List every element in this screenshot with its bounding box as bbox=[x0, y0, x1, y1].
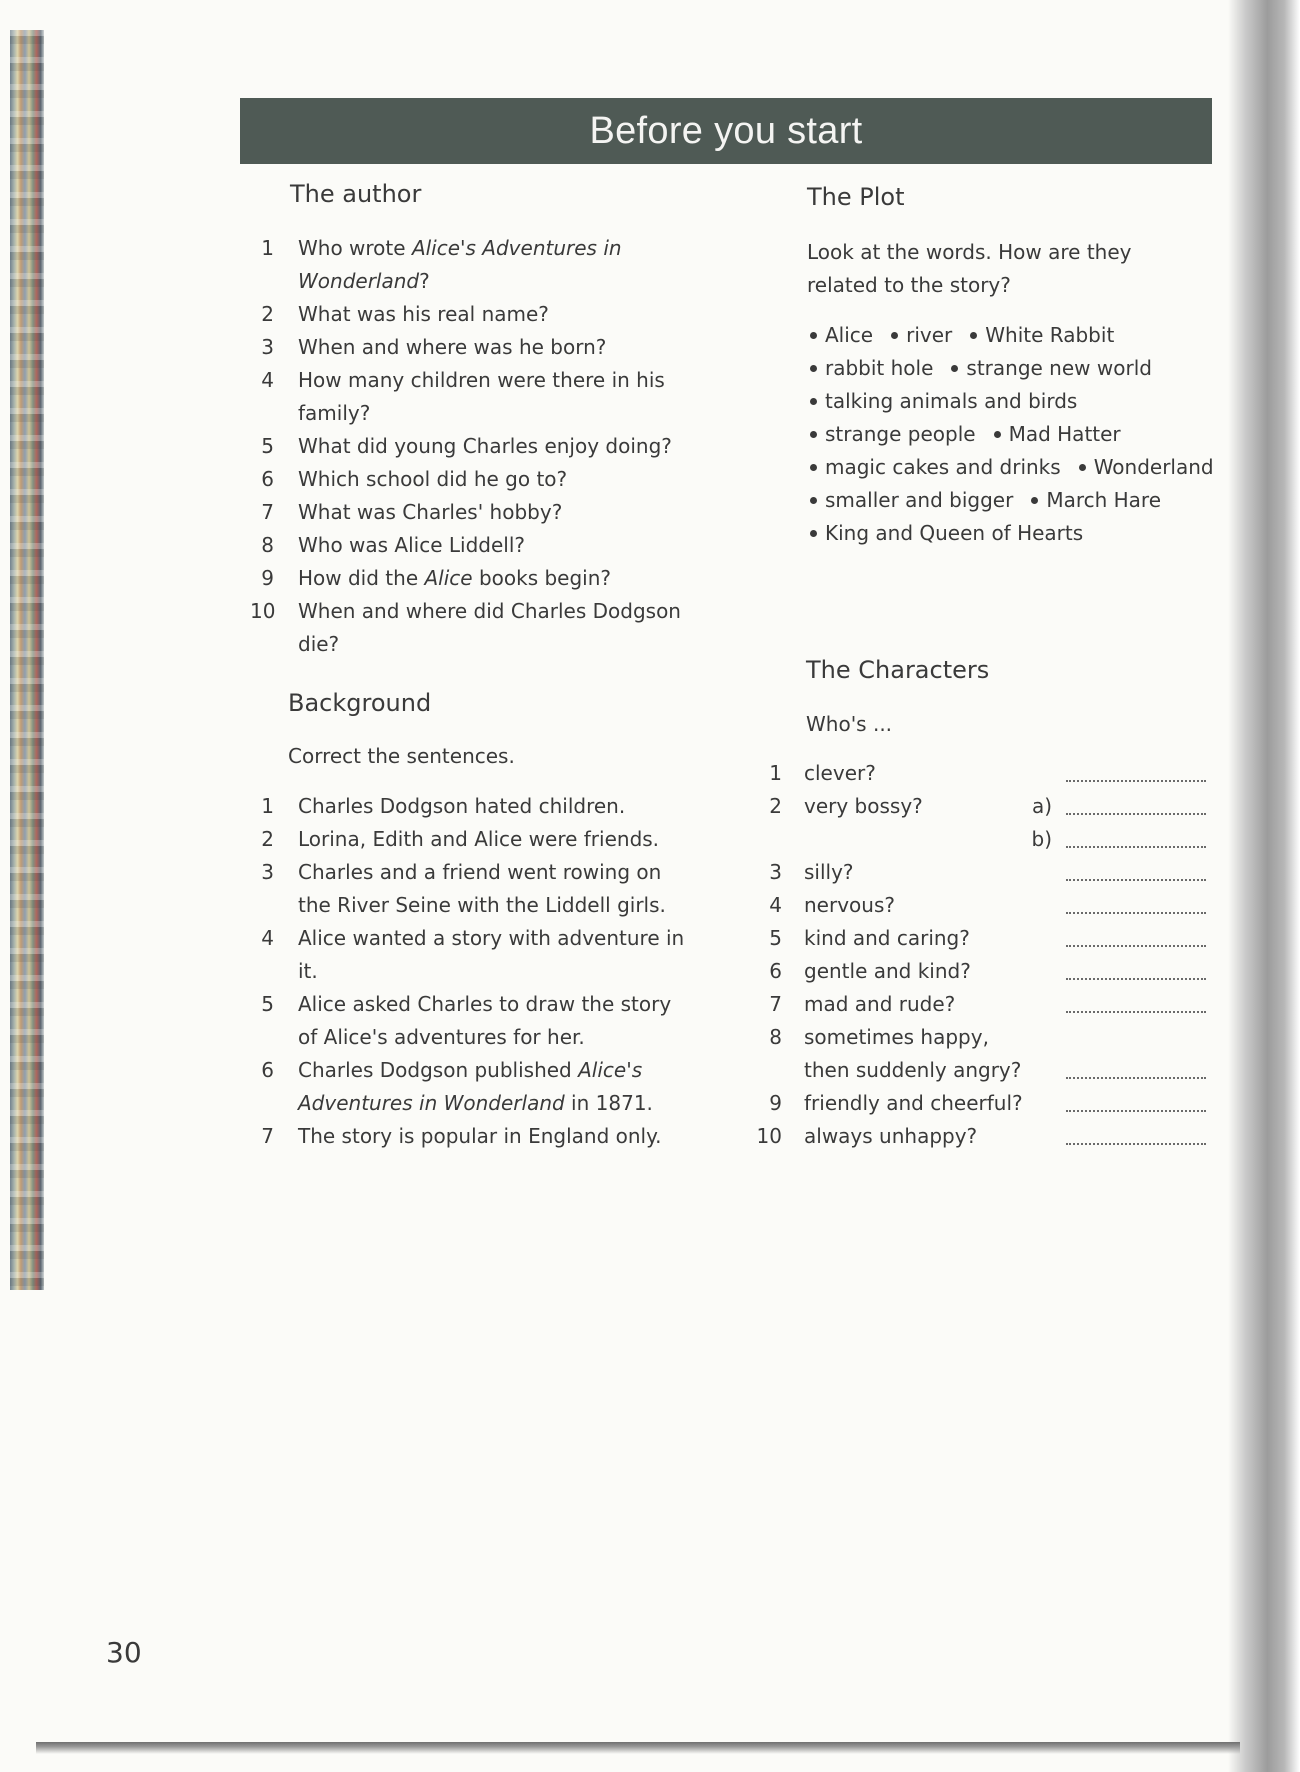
plot-word-row bbox=[810, 418, 1232, 451]
author-question-number: 2 bbox=[261, 302, 274, 326]
character-question-number: 4 bbox=[769, 893, 782, 917]
plot-word: talking animals and birds bbox=[810, 389, 1077, 413]
plot-word-row bbox=[810, 385, 1232, 418]
character-question bbox=[756, 988, 1206, 1021]
character-question-number: 8 bbox=[769, 1025, 782, 1049]
bullet-icon bbox=[810, 530, 817, 537]
plot-word: magic cakes and drinks bbox=[810, 455, 1061, 479]
author-question-item bbox=[250, 364, 690, 430]
answer-blank[interactable] bbox=[1066, 911, 1206, 914]
background-sentence-text: Charles Dodgson hated children. bbox=[298, 794, 626, 818]
bullet-icon bbox=[810, 431, 817, 438]
page-number: 30 bbox=[106, 1636, 142, 1669]
plot-word: Alice bbox=[810, 323, 873, 347]
background-sentence-text: The story is popular in England only. bbox=[298, 1124, 662, 1148]
answer-blank[interactable] bbox=[1066, 944, 1206, 947]
author-heading: The author bbox=[290, 180, 422, 208]
background-instruction: Correct the sentences. bbox=[288, 744, 515, 768]
plot-heading: The Plot bbox=[807, 183, 905, 211]
author-question-item bbox=[250, 529, 690, 562]
author-question-item bbox=[250, 298, 690, 331]
background-sentence-number: 3 bbox=[261, 860, 274, 884]
background-sentence-number: 2 bbox=[261, 827, 274, 851]
character-question-number: 3 bbox=[769, 860, 782, 884]
bullet-icon bbox=[810, 365, 817, 372]
background-sentence-number: 7 bbox=[261, 1124, 274, 1148]
bullet-icon bbox=[810, 464, 817, 471]
character-question bbox=[756, 823, 1206, 856]
background-sentence-number: 6 bbox=[261, 1058, 274, 1082]
character-question bbox=[756, 955, 1206, 988]
answer-blank[interactable] bbox=[1066, 812, 1206, 815]
answer-blank[interactable] bbox=[1066, 1076, 1206, 1079]
background-sentences-list bbox=[250, 790, 690, 1153]
plot-word-row bbox=[810, 451, 1232, 484]
author-question-number: 5 bbox=[261, 434, 274, 458]
background-sentence-item bbox=[250, 922, 690, 988]
character-question-number: 5 bbox=[769, 926, 782, 950]
author-question-number: 10 bbox=[250, 599, 276, 623]
author-question-number: 1 bbox=[261, 236, 274, 260]
answer-blank[interactable] bbox=[1066, 845, 1206, 848]
character-question-number: 1 bbox=[769, 761, 782, 785]
author-question-item bbox=[250, 331, 690, 364]
character-question-text: gentle and kind? bbox=[804, 959, 971, 983]
character-question bbox=[756, 790, 1206, 823]
character-question-text: very bossy? bbox=[804, 794, 923, 818]
author-question-text: When and where did Charles Dodgson die? bbox=[298, 599, 681, 656]
background-sentence-item bbox=[250, 1120, 690, 1153]
plot-word: King and Queen of Hearts bbox=[810, 521, 1083, 545]
author-question-item bbox=[250, 430, 690, 463]
author-question-item bbox=[250, 463, 690, 496]
bullet-icon bbox=[810, 332, 817, 339]
character-question-text: silly? bbox=[804, 860, 854, 884]
character-question bbox=[756, 1021, 1206, 1087]
background-sentence-item bbox=[250, 790, 690, 823]
bullet-icon bbox=[891, 332, 898, 339]
character-question-text: mad and rude? bbox=[804, 992, 956, 1016]
background-sentence-number: 4 bbox=[261, 926, 274, 950]
plot-word-list bbox=[810, 319, 1232, 550]
character-question-number: 9 bbox=[769, 1091, 782, 1115]
character-question bbox=[756, 757, 1206, 790]
background-sentence-text: Alice wanted a story with adventure in it. bbox=[298, 926, 685, 983]
answer-blank[interactable] bbox=[1066, 1142, 1206, 1145]
answer-sub-label: b) bbox=[1031, 827, 1052, 851]
author-question-number: 7 bbox=[261, 500, 274, 524]
background-sentence-item bbox=[250, 823, 690, 856]
bullet-icon bbox=[1031, 497, 1038, 504]
plot-word: smaller and bigger bbox=[810, 488, 1013, 512]
plot-word: March Hare bbox=[1031, 488, 1161, 512]
character-question-number: 2 bbox=[769, 794, 782, 818]
plot-instruction: Look at the words. How are they related to the story? bbox=[807, 240, 1132, 297]
plot-word: strange people bbox=[810, 422, 976, 446]
plot-word: Wonderland bbox=[1079, 455, 1214, 479]
plot-word-row bbox=[810, 484, 1232, 517]
author-question-text: How many children were there in his family? bbox=[298, 368, 665, 425]
answer-blank[interactable] bbox=[1066, 878, 1206, 881]
author-question-number: 9 bbox=[261, 566, 274, 590]
character-question-text: kind and caring? bbox=[804, 926, 970, 950]
character-question bbox=[756, 1120, 1206, 1153]
character-question bbox=[756, 922, 1206, 955]
author-question-text: How did the Alice books begin? bbox=[298, 566, 612, 590]
author-question-item bbox=[250, 232, 690, 298]
author-question-text: Who wrote Alice's Adventures in Wonderland? bbox=[298, 236, 622, 293]
background-sentence-item bbox=[250, 988, 690, 1054]
author-questions-list bbox=[250, 232, 690, 661]
author-question-item bbox=[250, 496, 690, 529]
background-sentence-text: Lorina, Edith and Alice were friends. bbox=[298, 827, 660, 851]
character-question-number: 10 bbox=[756, 1124, 782, 1148]
page-fold-shadow bbox=[1228, 0, 1300, 1772]
plot-word: rabbit hole bbox=[810, 356, 933, 380]
character-question-text: clever? bbox=[804, 761, 876, 785]
plot-word: river bbox=[891, 323, 952, 347]
author-question-number: 8 bbox=[261, 533, 274, 557]
background-sentence-item bbox=[250, 1054, 690, 1120]
plot-word: Mad Hatter bbox=[994, 422, 1121, 446]
answer-blank[interactable] bbox=[1066, 1010, 1206, 1013]
background-sentence-text: Alice asked Charles to draw the story of Alice's adventures for her. bbox=[298, 992, 672, 1049]
bullet-icon bbox=[810, 398, 817, 405]
bullet-icon bbox=[810, 497, 817, 504]
characters-instruction: Who's ... bbox=[806, 712, 893, 736]
character-question bbox=[756, 856, 1206, 889]
author-question-number: 6 bbox=[261, 467, 274, 491]
author-question-item bbox=[250, 562, 690, 595]
bullet-icon bbox=[970, 332, 977, 339]
characters-heading: The Characters bbox=[806, 656, 990, 684]
background-sentence-item bbox=[250, 856, 690, 922]
background-sentence-number: 1 bbox=[261, 794, 274, 818]
character-question-text: sometimes happy, then suddenly angry? bbox=[804, 1025, 1022, 1082]
character-question-number: 7 bbox=[769, 992, 782, 1016]
background-sentence-text: Charles Dodgson published Alice's Adventures in Wonderland in 1871. bbox=[298, 1058, 653, 1115]
background-sentence-text: Charles and a friend went rowing on the River Seine with the Liddell girls. bbox=[298, 860, 666, 917]
answer-blank[interactable] bbox=[1066, 977, 1206, 980]
bullet-icon bbox=[994, 431, 1001, 438]
page-bottom-shadow bbox=[36, 1742, 1240, 1754]
author-question-text: What did young Charles enjoy doing? bbox=[298, 434, 672, 458]
character-question-text: friendly and cheerful? bbox=[804, 1091, 1023, 1115]
character-question bbox=[756, 1087, 1206, 1120]
background-heading: Background bbox=[288, 689, 432, 717]
bullet-icon bbox=[1079, 464, 1086, 471]
character-question-number: 6 bbox=[769, 959, 782, 983]
answer-blank[interactable] bbox=[1066, 1109, 1206, 1112]
answer-blank[interactable] bbox=[1066, 779, 1206, 782]
character-question-text: always unhappy? bbox=[804, 1124, 978, 1148]
plot-word-row bbox=[810, 319, 1232, 352]
book-spine-edge bbox=[10, 30, 44, 1290]
character-question bbox=[756, 889, 1206, 922]
author-question-number: 3 bbox=[261, 335, 274, 359]
plot-word: strange new world bbox=[951, 356, 1152, 380]
author-question-text: Which school did he go to? bbox=[298, 467, 568, 491]
author-question-text: When and where was he born? bbox=[298, 335, 607, 359]
character-question-text: nervous? bbox=[804, 893, 895, 917]
bullet-icon bbox=[951, 365, 958, 372]
author-question-text: What was Charles' hobby? bbox=[298, 500, 563, 524]
plot-word: White Rabbit bbox=[970, 323, 1114, 347]
author-question-text: What was his real name? bbox=[298, 302, 549, 326]
characters-list bbox=[756, 757, 1206, 1153]
plot-word-row bbox=[810, 352, 1232, 385]
answer-sub-label: a) bbox=[1031, 794, 1052, 818]
page-title: Before you start bbox=[240, 98, 1212, 164]
author-question-text: Who was Alice Liddell? bbox=[298, 533, 526, 557]
author-question-number: 4 bbox=[261, 368, 274, 392]
background-sentence-number: 5 bbox=[261, 992, 274, 1016]
plot-word-row bbox=[810, 517, 1232, 550]
author-question-item bbox=[250, 595, 690, 661]
